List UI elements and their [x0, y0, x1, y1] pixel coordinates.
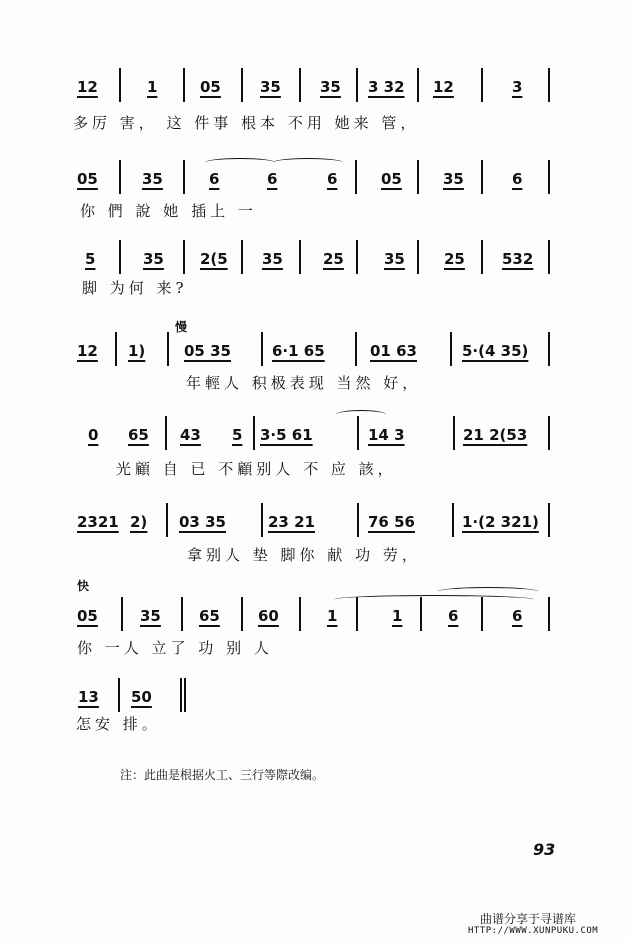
lyric-line: 你 們 說 她 插上 一: [80, 202, 257, 220]
bar-line: [165, 416, 167, 450]
bar-line: [119, 68, 121, 102]
bar-line: [548, 597, 550, 631]
note-group: 35: [260, 78, 281, 96]
bar-line: [241, 597, 243, 631]
bar-line: [481, 68, 483, 102]
note-group: 3 32: [368, 78, 405, 96]
bar-line: [181, 597, 183, 631]
lyric-line: 多厉 害， 这 件事 根本 不用 她来 管，: [73, 114, 420, 132]
bar-line: [183, 68, 185, 102]
note-group: 05: [200, 78, 221, 96]
tie-arc: [438, 587, 538, 596]
note-group: 5: [85, 250, 96, 268]
bar-line: [548, 416, 550, 450]
bar-line: [548, 503, 550, 537]
bar-line: [417, 240, 419, 274]
note-group: 3·5 61: [260, 426, 313, 444]
bar-line: [548, 332, 550, 366]
bar-line: [166, 503, 168, 537]
lyric-line: 年輕人 积极表现 当然 好，: [186, 374, 422, 392]
bar-line: [548, 160, 550, 194]
note-group: 6: [512, 607, 523, 625]
lyric-line: 光顧 自 已 不顧别人 不 应 該，: [116, 460, 397, 478]
tie-arc: [273, 158, 343, 167]
tempo-marker: 慢: [175, 320, 188, 334]
bar-line: [299, 597, 301, 631]
note-group: 35: [140, 607, 161, 625]
bar-line: [119, 240, 121, 274]
bar-line: [183, 160, 185, 194]
note-group: 05: [381, 170, 402, 188]
bar-line: [355, 332, 357, 366]
note-group: 6: [327, 170, 338, 188]
bar-line: [241, 68, 243, 102]
note-group: 76 56: [368, 513, 415, 531]
bar-line: [355, 160, 357, 194]
tempo-marker: 快: [77, 579, 90, 593]
bar-line: [548, 240, 550, 274]
note-group: 1: [392, 607, 403, 625]
lyric-line: 你 一人 立了 功 别 人: [77, 639, 273, 657]
bar-line: [417, 160, 419, 194]
note-group: 6: [448, 607, 459, 625]
note-group: 60: [258, 607, 279, 625]
bar-line: [481, 160, 483, 194]
note-group: 13: [78, 688, 99, 706]
bar-line: [356, 68, 358, 102]
lyric-line: 脚 为何 来?: [82, 279, 188, 297]
note-group: 65: [128, 426, 149, 444]
bar-line: [118, 678, 120, 712]
bar-line: [119, 160, 121, 194]
watermark-title: 曲谱分享于寻谱库: [480, 912, 577, 926]
note-group: 6: [209, 170, 220, 188]
bar-line: [167, 332, 169, 366]
note-group: 25: [323, 250, 344, 268]
note-group: 3: [512, 78, 523, 96]
bar-line: [121, 597, 123, 631]
bar-line: [253, 416, 255, 450]
bar-line: [261, 503, 263, 537]
note-group: 12: [433, 78, 454, 96]
note-group: 25: [444, 250, 465, 268]
note-group: 6: [267, 170, 278, 188]
bar-line: [261, 332, 263, 366]
bar-line: [450, 332, 452, 366]
watermark-url: HTTP://WWW.XUNPUKU.COM: [468, 926, 599, 936]
lyric-line: 怎安 排。: [76, 715, 161, 733]
bar-line: [452, 503, 454, 537]
note-group: 35: [142, 170, 163, 188]
footnote: 注：此曲是根据火工、三行等際改编。: [120, 768, 325, 782]
bar-line: [115, 332, 117, 366]
note-group: 05: [77, 170, 98, 188]
note-group: 1: [147, 78, 158, 96]
note-group: 21 2(53: [463, 426, 528, 444]
note-group: 5: [232, 426, 243, 444]
note-group: 2): [130, 513, 148, 531]
bar-line: [357, 503, 359, 537]
note-group: 50: [131, 688, 152, 706]
note-group: 6·1 65: [272, 342, 325, 360]
bar-line: [356, 240, 358, 274]
note-group: 03 35: [179, 513, 226, 531]
page-number: 93: [533, 840, 556, 859]
note-group: 532: [502, 250, 534, 268]
bar-line: [299, 240, 301, 274]
bar-line: [183, 240, 185, 274]
note-group: 1: [327, 607, 338, 625]
note-group: 12: [77, 78, 98, 96]
note-group: 65: [199, 607, 220, 625]
note-group: 5·(4 35): [462, 342, 529, 360]
note-group: 12: [77, 342, 98, 360]
note-group: 35: [262, 250, 283, 268]
note-group: 6: [512, 170, 523, 188]
tie-arc: [334, 595, 534, 604]
note-group: 2(5: [200, 250, 228, 268]
tie-arc: [336, 410, 386, 419]
bar-line: [241, 240, 243, 274]
bar-line: [357, 416, 359, 450]
note-group: 1·(2 321): [462, 513, 539, 531]
bar-line: [417, 68, 419, 102]
bar-line: [453, 416, 455, 450]
note-group: 23 21: [268, 513, 315, 531]
note-group: 1): [128, 342, 146, 360]
bar-line: [548, 68, 550, 102]
note-group: 0: [88, 426, 99, 444]
bar-line: [184, 678, 186, 712]
note-group: 14 3: [368, 426, 405, 444]
lyric-line: 拿别人 垫 脚你 献 功 劳，: [187, 546, 421, 564]
tie-arc: [205, 158, 275, 167]
note-group: 2321: [77, 513, 119, 531]
note-group: 35: [320, 78, 341, 96]
note-group: 35: [443, 170, 464, 188]
note-group: 35: [143, 250, 164, 268]
note-group: 01 63: [370, 342, 417, 360]
note-group: 05 35: [184, 342, 231, 360]
note-group: 05: [77, 607, 98, 625]
bar-line: [299, 68, 301, 102]
note-group: 43: [180, 426, 201, 444]
bar-line: [180, 678, 182, 712]
note-group: 35: [384, 250, 405, 268]
bar-line: [481, 240, 483, 274]
